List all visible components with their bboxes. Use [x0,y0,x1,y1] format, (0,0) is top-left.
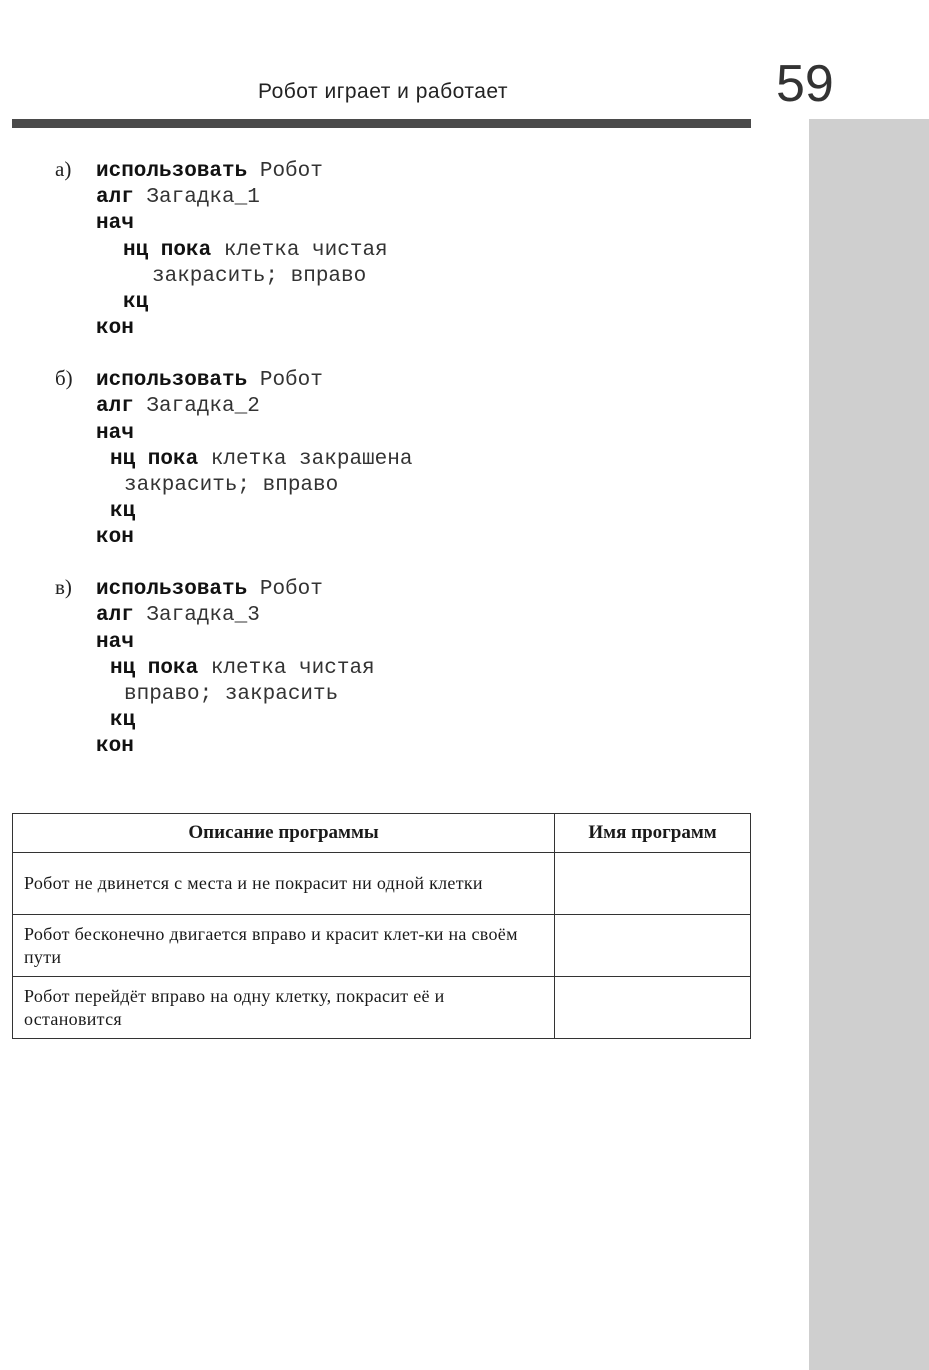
code-line: кон [96,317,134,340]
table-header-row [13,814,751,853]
code-line: алг Загадка_3 [96,604,260,627]
table-row [13,977,751,1039]
program-name-answer-cell[interactable] [555,915,751,977]
program-marker: в) [55,575,72,599]
code-line: вправо; закрасить [124,683,339,706]
code-line: кц [123,291,149,314]
code-line: нц пока клетка чистая [110,657,375,680]
code-line: нц пока клетка закрашена [110,448,413,471]
code-line: кц [110,709,136,732]
code-line: нач [96,422,134,445]
program-marker: а) [55,157,72,181]
code-line: алг Загадка_2 [96,395,260,418]
header-rule [12,119,751,128]
page-number: 59 [776,55,834,113]
code-line: нач [96,212,134,235]
matching-table [12,813,751,1039]
code-line: использовать Робот [96,369,323,392]
code-line: использовать Робот [96,160,323,183]
column-header-program-name: Имя программ [555,814,751,853]
code-line: нц пока клетка чистая [123,239,388,262]
table-row [13,853,751,915]
program-name-answer-cell[interactable] [555,977,751,1039]
description-cell: Робот перейдёт вправо на одну клетку, покрасит её и остановится [13,977,555,1039]
code-line: алг Загадка_1 [96,186,260,209]
code-line: кон [96,526,134,549]
program-name-answer-cell[interactable] [555,853,751,915]
code-line: нач [96,631,134,654]
code-line: закрасить; вправо [152,265,367,288]
code-line: закрасить; вправо [124,474,339,497]
description-cell: Робот бесконечно двигается вправо и красит клет-ки на своём пути [13,915,555,977]
program-marker: б) [55,366,73,390]
side-strip [809,119,929,1370]
column-header-description: Описание программы [13,814,555,853]
code-line: использовать Робот [96,578,323,601]
running-header-title: Робот играет и работает [258,80,508,103]
code-line: кц [110,500,136,523]
description-cell: Робот не двинется с места и не покрасит ни одной клетки [13,853,555,915]
table-row [13,915,751,977]
code-line: кон [96,735,134,758]
